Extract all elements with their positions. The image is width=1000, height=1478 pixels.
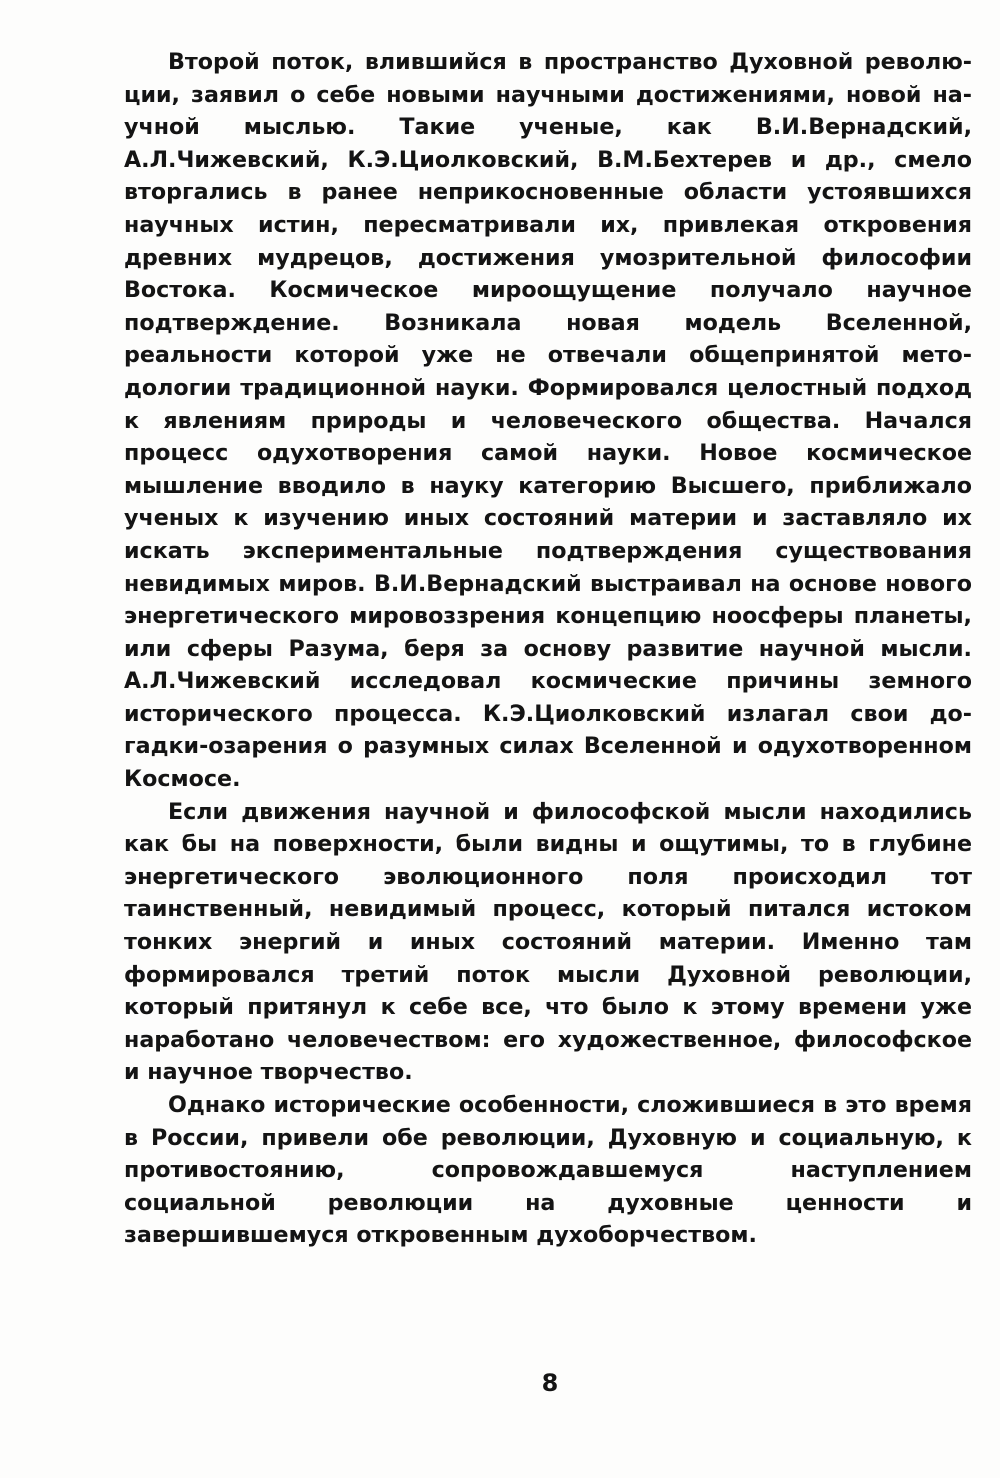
paragraph-2: Если движения научной и философской мысли находились как бы на поверхности, были видны и ощутимы, то в глубине энергетического эволюционного поля происходил тот таинственный, невидимый процесс, который питался истоком тонких энергий и иных состояний материи. Именно там формировался третий поток мысли Духовной революции, который притянул к себе все, что было к этому времени уже наработано человечеством: его художественное, философское и научное творчество. xyxy=(124,798,972,1086)
paragraph-3: Однако исторические особенности, сложившиеся в это время в России, привели обе революции, Духовную и социальную, к противостоянию, сопровождавшемуся наступлением социальной революции на духовные ценности и завершившемуся откровенным духоборчеством. xyxy=(124,1092,972,1249)
body-text xyxy=(124,46,972,1252)
page-number: 8 xyxy=(541,1369,559,1397)
paragraph-1: Второй поток, влившийся в пространство Духовной революции, заявил о себе новыми научными достижениями, новой научной мыслью. Такие ученые, как В.И.Вернадский, А.Л.Чижевский, К.Э.Циолковский, В.М.Бехтерев и др., смело вторгались в ранее неприкосновенные области устоявшихся научных истин, пересматривали их, привлекая откровения древних мудрецов, достижения умозрительной философии Востока. Космическое мироощущение получало научное подтверждение. Возникала новая модель Вселенной, реальности которой уже не отвечали общепринятой методологии традиционной науки. Формировался целостный подход к явлениям природы и человеческого общества. Начался процесс одухотворения самой науки. Новое космическое мышление вводило в науку категорию Высшего, приближало ученых к изучению иных состояний материи и заставляло их искать экспериментальные подтверждения существования невидимых миров. В.И.Вернадский выстраивал на основе нового энергетического мировоззрения концепцию ноосферы планеты, или сферы Разума, беря за основу развитие научной мысли. А.Л.Чижевский исследовал космические причины земного исторического процесса. К.Э.Циолковский излагал свои догадки-озарения о разумных силах Вселенной и одухотворенном Космосе. xyxy=(124,49,972,793)
